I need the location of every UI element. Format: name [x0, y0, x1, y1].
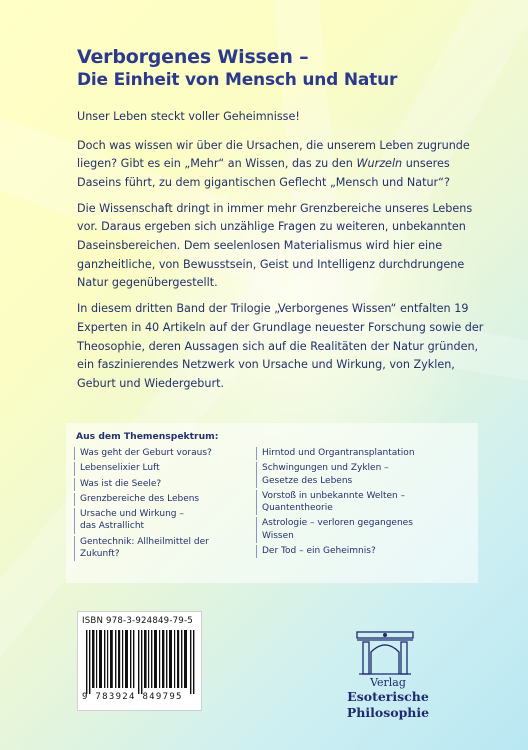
blurb-paragraph-2: Doch was wissen wir über die Ursachen, die unserem Leben zugrunde liegen? Gibt es ein „Mehr“ an Wissen, das zu den Wurzeln unseres Daseins führt, zu dem gigantischen Geflecht „Mensch und Natur“? [77, 138, 470, 189]
topic-item: Hirntod und Organtransplantation [256, 447, 471, 459]
topic-item: Ursache und Wirkung – das Astrallicht [74, 508, 264, 533]
emphasis-wurzeln: Wurzeln [356, 157, 403, 171]
topics-column-right [256, 447, 471, 560]
barcode-box [77, 611, 202, 711]
publisher-line-2: Esoterische Philosophie [346, 689, 430, 720]
topic-item: Vorstoß in unbekannte Welten – Quantentheorie [256, 490, 471, 515]
topic-item: Der Tod – ein Geheimnis? [256, 545, 471, 557]
book-title [77, 45, 507, 91]
topic-item: Gentechnik: Allheilmittel der Zukunft? [74, 536, 264, 561]
topic-item: Schwingungen und Zyklen – Gesetze des Lebens [256, 462, 471, 487]
publisher-line-1: Verlag [370, 676, 406, 689]
topic-item: Was ist die Seele? [74, 478, 264, 490]
topic-item: Grenzbereiche des Lebens [74, 493, 264, 505]
blurb-paragraph-1: Unser Leben steckt voller Geheimnisse! [77, 110, 300, 123]
barcode-icon [86, 630, 196, 694]
temple-gate-icon [355, 630, 415, 676]
blurb-paragraph-3: Die Wissenschaft dringt in immer mehr Grenzbereiche unseres Lebens vor. Daraus ergeben sich unzählige Fragen zu weiteren, unbekannten Daseinsbereichen. Dem seelenlosen Materialismus wird hier eine ganzheitliche, von Bewusstsein, Geist und Intelligenz durchdrungene Natur gegenübergestellt. [77, 201, 473, 290]
topic-item: Astrologie – verloren gegangenes Wissen [256, 517, 471, 542]
topic-item: Lebenselixier Luft [74, 462, 264, 474]
topics-panel [66, 423, 478, 583]
title-line-1: Verborgenes Wissen – [77, 46, 309, 68]
publisher-name [308, 676, 468, 721]
blurb [77, 108, 487, 401]
topic-item: Was geht der Geburt voraus? [74, 447, 264, 459]
topics-heading: Aus dem Themenspektrum: [76, 431, 219, 442]
ean-digits: 9 783924 849795 [82, 692, 183, 702]
blurb-paragraph-4: In diesem dritten Band der Trilogie „Verborgenes Wissen“ entfalten 19 Experten in 40 Artikeln auf der Grundlage neuester Forschung sowie der Theosophie, deren Aussagen sich auf die Realitäten der Natur gründen, ein faszinierendes Netzwerk von Ursache und Wirkung, von Zyklen, Geburt und Wiedergeburt. [77, 302, 484, 390]
topics-column-left [74, 447, 264, 563]
isbn-text: ISBN 978-3-924849-79-5 [82, 616, 193, 626]
title-line-2: Die Einheit von Mensch und Natur [77, 70, 398, 90]
